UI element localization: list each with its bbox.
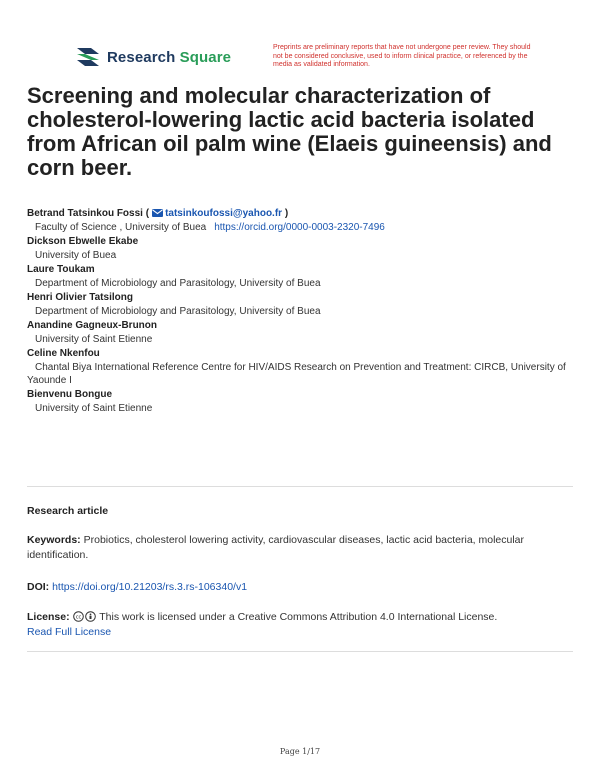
author-affiliation: Chantal Biya International Reference Centre for HIV/AIDS Research on Prevention and Treatment: CIRCB, University of Yaounde I bbox=[27, 362, 566, 386]
svg-text:cc: cc bbox=[75, 614, 81, 621]
keywords bbox=[27, 533, 573, 563]
preprint-notice: Preprints are preliminary reports that have not undergone peer review. They should not be considered conclusive, used to inform clinical practice, or referenced by the media as validated information. bbox=[273, 44, 531, 69]
license bbox=[27, 610, 573, 640]
read-full-license-link[interactable]: Read Full License bbox=[27, 626, 112, 638]
author-name: Betrand Tatsinkou Fossi ( tatsinkoufossi@yahoo.fr ) bbox=[27, 208, 289, 219]
keywords-label: Keywords: bbox=[27, 534, 81, 546]
author-affiliation: University of Saint Etienne bbox=[35, 403, 153, 414]
author-name: Celine Nkenfou bbox=[27, 348, 100, 359]
paper-title: Screening and molecular characterization of cholesterol-lowering lactic acid bacteria isolated from African oil palm wine (Elaeis guineensis) and corn beer. bbox=[27, 83, 552, 180]
doi bbox=[27, 580, 573, 595]
author-affiliation: University of Buea bbox=[35, 250, 117, 261]
author-affiliation: Department of Microbiology and Parasitology, University of Buea bbox=[35, 306, 321, 317]
author-name: Bienvenu Bongue bbox=[27, 389, 113, 400]
author-affiliation: Faculty of Science , University of Buea https://orcid.org/0000-0003-2320-7496 bbox=[35, 222, 385, 233]
page-number: Page 1/17 bbox=[279, 747, 321, 756]
license-text: This work is licensed under a Creative Commons Attribution 4.0 International License. bbox=[99, 611, 498, 623]
article-type: Research article bbox=[27, 505, 109, 517]
divider bbox=[27, 651, 573, 652]
author-name: Laure Toukam bbox=[27, 264, 95, 275]
logo-text: Research Square bbox=[107, 48, 232, 66]
cc-icon bbox=[73, 611, 84, 622]
doi-label: DOI: bbox=[27, 581, 50, 593]
author-email-link[interactable]: tatsinkoufossi@yahoo.fr bbox=[165, 208, 283, 219]
author-list bbox=[27, 207, 577, 416]
doi-link[interactable]: https://doi.org/10.21203/rs.3.rs-106340/v1 bbox=[52, 581, 248, 593]
license-label: License: bbox=[27, 611, 70, 623]
logo-mark-icon bbox=[75, 46, 101, 68]
mail-icon bbox=[152, 209, 163, 217]
orcid-link[interactable]: https://orcid.org/0000-0003-2320-7496 bbox=[214, 222, 385, 233]
keywords-text: Probiotics, cholesterol lowering activity, cardiovascular diseases, lactic acid bacteria, molecular identification. bbox=[27, 534, 525, 561]
research-square-logo[interactable] bbox=[75, 46, 231, 68]
author-affiliation: University of Saint Etienne bbox=[35, 334, 153, 345]
author-name: Anandine Gagneux-Brunon bbox=[27, 320, 157, 331]
author-name: Henri Olivier Tatsilong bbox=[27, 292, 133, 303]
by-attribution-icon bbox=[85, 611, 96, 622]
author-affiliation: Department of Microbiology and Parasitology, University of Buea bbox=[35, 278, 321, 289]
divider bbox=[27, 486, 573, 487]
author-name: Dickson Ebwelle Ekabe bbox=[27, 236, 139, 247]
